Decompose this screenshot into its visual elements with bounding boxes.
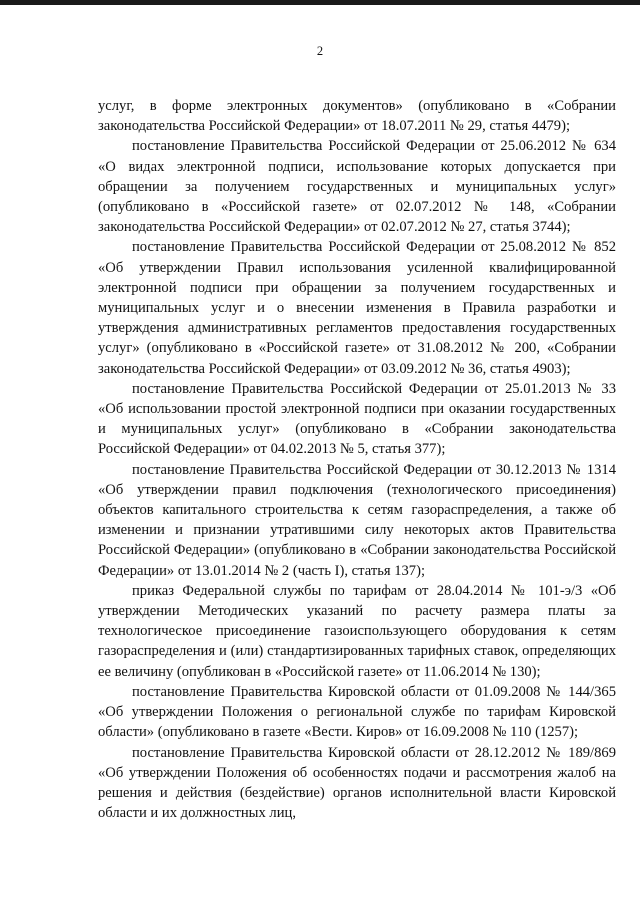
top-border-rule [0,0,640,5]
paragraph-resolution-634: постановление Правительства Российской Федерации от 25.06.2012 № 634 «О видах электронной подписи, использование которых допускается при обращении за получением государственных и муниципальных услуг» (опубликовано в «Российской газете» от 02.07.2012 № 148, «Собрании законодательства Российской Федерации» от 02.07.2012 № 27, статья 3744); [98,138,616,236]
paragraph-order-101: приказ Федеральной службы по тарифам от 28.04.2014 № 101-э/3 «Об утверждении Методических указаний по расчету размера платы за технологическое присоединение газоиспользующего оборудования к сетям газораспределения и (или) стандартизированных тарифных ставок, определяющих ее величину (опубликован в «Российской газете» от 11.06.2014 № 130); [98,582,616,680]
paragraph-resolution-33: постановление Правительства Российской Федерации от 25.01.2013 № 33 «Об использовании простой электронной подписи при оказании государственных и муниципальных услуг» (опубликовано в «Собрании законодательства Российской Федерации» от 04.02.2013 № 5, статья 377); [98,380,616,458]
paragraph-continuation: услуг, в форме электронных документов» (опубликовано в «Собрании законодательства Российской Федерации» от 18.07.2011 № 29, статья 4479); [98,98,616,135]
paragraph-kirov-189-869: постановление Правительства Кировской области от 28.12.2012 № 189/869 «Об утверждении Положения об особенностях подачи и рассмотрения жалоб на решения и действия (бездействие) органов исполнительной власти Кировской области и их должностных лиц, [98,744,616,822]
paragraph-resolution-1314: постановление Правительства Российской Федерации от 30.12.2013 № 1314 «Об утверждении правил подключения (технологического присоединения) объектов капитального строительства к сетям газораспределения, а также об изменении и признании утратившими силу некоторых актов Правительства Российской Федерации» (опубликовано в «Собрании законодательства Российской Федерации» от 13.01.2014 № 2 (часть I), статья 137); [98,461,616,579]
paragraph-kirov-144-365: постановление Правительства Кировской области от 01.09.2008 № 144/365 «Об утверждении Положения о региональной службе по тарифам Кировской области» (опубликовано в газете «Вести. Киров» от 16.09.2008 № 110 (1257); [98,683,616,741]
document-body [98,96,616,823]
page-number: 2 [316,44,324,58]
paragraph-resolution-852: постановление Правительства Российской Федерации от 25.08.2012 № 852 «Об утверждении Правил использования усиленной квалифицированной электронной подписи при обращении за получением государственных и муниципальных услуг и о внесении изменения в Правила разработки и утверждения административных регламентов предоставления государственных услуг» (опубликовано в «Российской газете» от 31.08.2012 № 200, «Собрании законодательства Российской Федерации» от 03.09.2012 № 36, статья 4903); [98,239,616,377]
